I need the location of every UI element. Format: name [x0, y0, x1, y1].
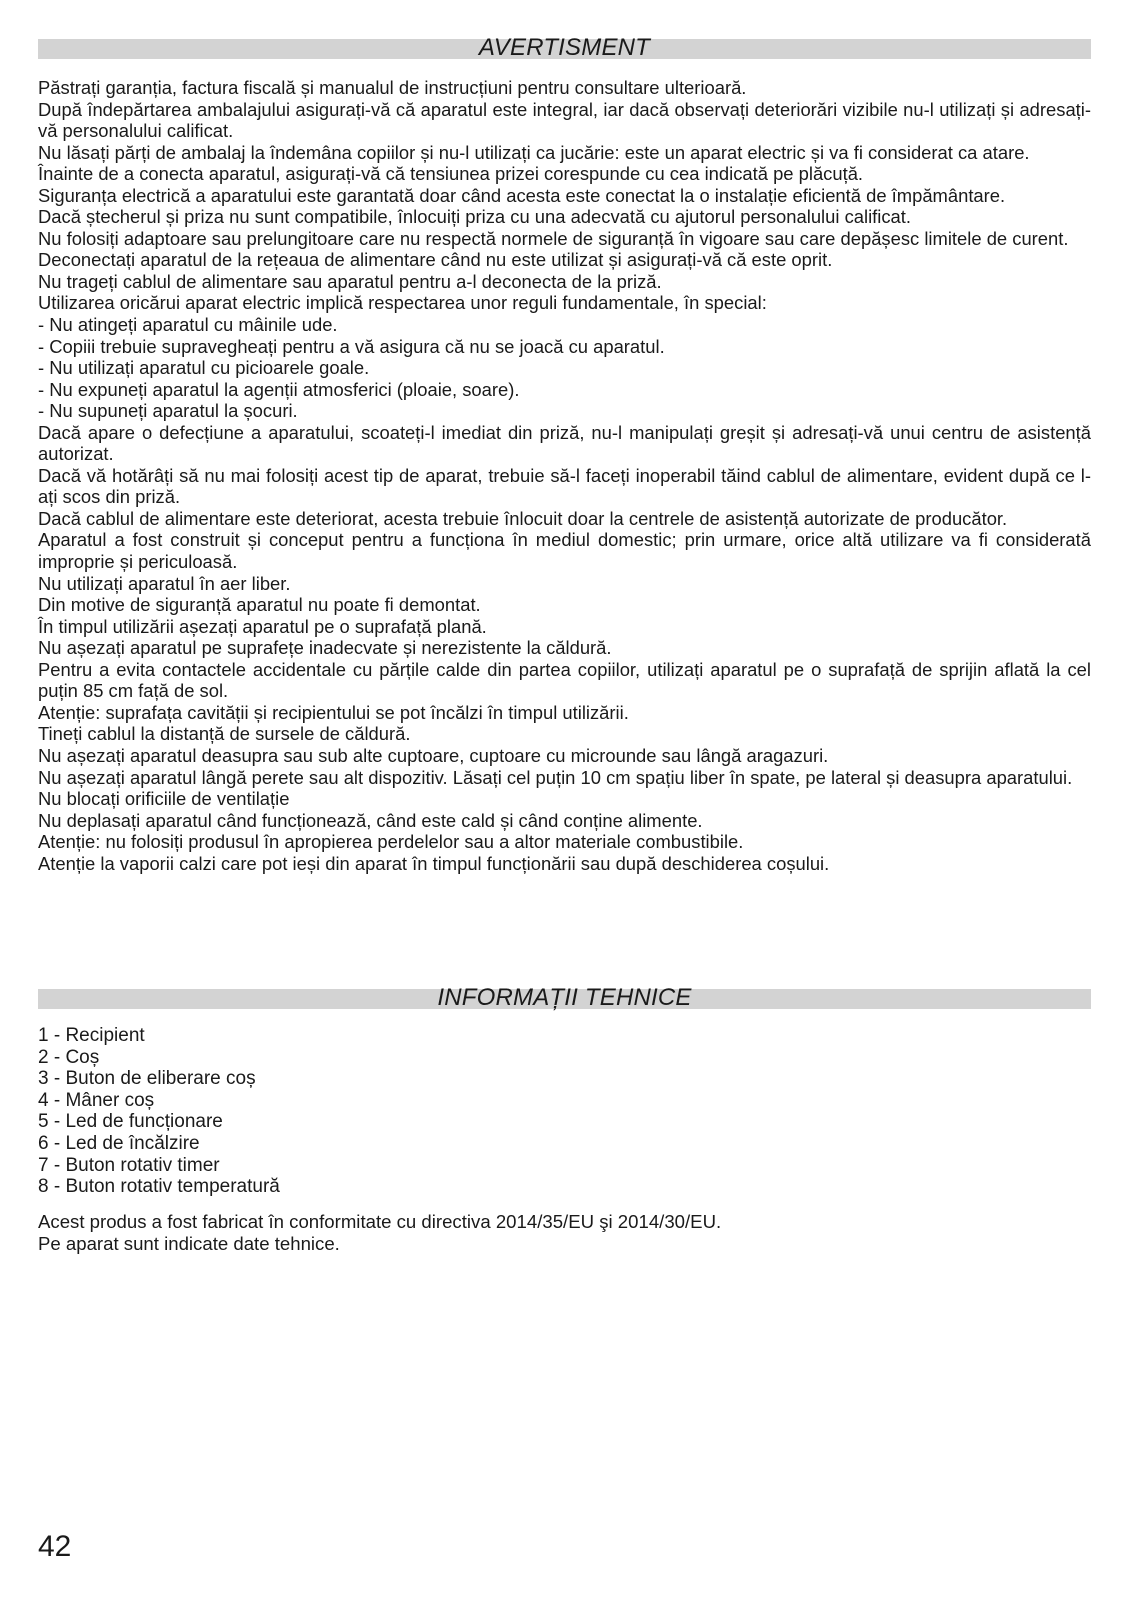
warning-paragraph: Nu așezați aparatul lângă perete sau alt dispozitiv. Lăsați cel puțin 10 cm spațiu liber în spate, pe lateral și deasupra aparatului.: [38, 766, 1073, 788]
warning-paragraph: Nu folosiți adaptoare sau prelungitoare care nu respectă normele de siguranță în vigoare sau care depășesc limitele de curent.: [38, 227, 1069, 249]
warning-paragraph: Aparatul a fost construit și conceput pentru a funcționa în mediul domestic; prin urmare, orice altă utilizare va fi considerată improprie și periculoasă.: [38, 529, 1091, 573]
warning-paragraphs: [38, 77, 1091, 874]
warning-paragraph: Nu lăsați părți de ambalaj la îndemâna copiilor și nu-l utilizați ca jucărie: este un aparat electric și va fi considerat ca atare.: [38, 141, 1030, 163]
parts-list-item: 8 - Buton rotativ temperatură: [38, 1176, 280, 1198]
warning-paragraph: Păstrați garanția, factura fiscală și manualul de instrucțiuni pentru consultare ulterioară.: [38, 77, 747, 98]
warning-paragraph: Nu deplasați aparatul când funcționează, când este cald și când conține alimente.: [38, 809, 703, 831]
parts-list-item: 6 - Led de încălzire: [38, 1132, 200, 1154]
warning-paragraph: Nu trageți cablul de alimentare sau aparatul pentru a-l deconecta de la priză.: [38, 270, 662, 292]
parts-list: [38, 1025, 638, 1198]
warning-paragraph: - Nu atingeți aparatul cu mâinile ude.: [38, 314, 338, 336]
warning-paragraph: Înainte de a conecta aparatul, asigurați-vă că tensiunea prizei corespunde cu cea indicată pe plăcuță.: [38, 163, 864, 185]
conformity-line: Pe aparat sunt indicate date tehnice.: [38, 1233, 340, 1254]
warning-paragraph: Deconectați aparatul de la rețeaua de alimentare când nu este utilizat și asigurați-vă că este oprit.: [38, 249, 833, 271]
warning-paragraph: Tineți cablul la distanță de sursele de căldură.: [38, 723, 411, 745]
warning-paragraph: Utilizarea oricărui aparat electric implică respectarea unor reguli fundamentale, în special:: [38, 292, 767, 314]
warning-paragraph: Atenție la vaporii calzi care pot ieși din aparat în timpul funcționării sau după deschiderea coșului.: [38, 852, 830, 874]
warning-paragraph: În timpul utilizării așezați aparatul pe o suprafață plană.: [38, 615, 487, 637]
parts-list-item: 3 - Buton de eliberare coș: [38, 1068, 256, 1090]
warning-paragraph: Nu blocați orificiile de ventilație: [38, 788, 290, 810]
warning-paragraph: - Nu supuneți aparatul la șocuri.: [38, 400, 298, 422]
warning-paragraph: - Copiii trebuie supravegheați pentru a vă asigura că nu se joacă cu aparatul.: [38, 335, 665, 357]
conformity-line: Acest produs a fost fabricat în conformitate cu directiva 2014/35/EU şi 2014/30/EU.: [38, 1211, 722, 1232]
parts-list-item: 5 - Led de funcționare: [38, 1111, 223, 1133]
warning-section-title: AVERTISMENT: [478, 34, 651, 61]
page-number: 42: [38, 1530, 72, 1563]
warning-paragraph: Nu așezați aparatul pe suprafețe inadecvate și nerezistente la căldură.: [38, 637, 612, 659]
warning-paragraph: Atenție: suprafața cavității și recipientului se pot încălzi în timpul utilizării.: [38, 701, 629, 723]
warning-paragraph: Atenție: nu folosiți produsul în apropierea perdelelor sau a altor materiale combustibile.: [38, 831, 744, 853]
warning-paragraph: Dacă ștecherul și priza nu sunt compatibile, înlocuiți priza cu una adecvată cu ajutorul personalului calificat.: [38, 206, 911, 228]
warning-paragraph: Dacă vă hotărâți să nu mai folosiți acest tip de aparat, trebuie să-l faceți inoperabil tăind cablul de alimentare, evident după ce l-ați scos din priză.: [38, 464, 1091, 508]
warning-paragraph: Dacă cablul de alimentare este deteriorat, acesta trebuie înlocuit doar la centrele de asistență autorizate de producător.: [38, 507, 1008, 529]
parts-list-item: 2 - Coș: [38, 1046, 100, 1068]
warning-paragraph: - Nu utilizați aparatul cu picioarele goale.: [38, 357, 370, 379]
warning-paragraph: Dacă apare o defecțiune a aparatului, scoateți-l imediat din priză, nu-l manipulați greșit și adresați-vă unui centru de asistență autorizat.: [38, 421, 1091, 465]
conformity-statement: [38, 1211, 1091, 1255]
warning-paragraph: După îndepărtarea ambalajului asigurați-vă că aparatul este integral, iar dacă observați deteriorări vizibile nu-l utilizați și adresați-vă personalului calificat.: [38, 98, 1091, 142]
technical-section-title: INFORMAȚII TEHNICE: [437, 984, 692, 1011]
parts-list-item: 1 - Recipient: [38, 1025, 145, 1046]
warning-paragraph: Siguranța electrică a aparatului este garantată doar când acesta este conectat la o instalație eficientă de împământare.: [38, 184, 1006, 206]
parts-list-item: 4 - Mâner coș: [38, 1089, 155, 1111]
warning-paragraph: Pentru a evita contactele accidentale cu părțile calde din partea copiilor, utilizați aparatul pe o suprafață de sprijin aflată la cel puțin 85 cm față de sol.: [38, 658, 1091, 702]
parts-list-item: 7 - Buton rotativ timer: [38, 1154, 220, 1176]
warning-paragraph: Din motive de siguranță aparatul nu poate fi demontat.: [38, 594, 481, 616]
warning-paragraph: Nu așezați aparatul deasupra sau sub alte cuptoare, cuptoare cu microunde sau lângă aragazuri.: [38, 744, 829, 766]
warning-paragraph: Nu utilizați aparatul în aer liber.: [38, 572, 291, 594]
warning-paragraph: - Nu expuneți aparatul la agenții atmosferici (ploaie, soare).: [38, 378, 520, 400]
